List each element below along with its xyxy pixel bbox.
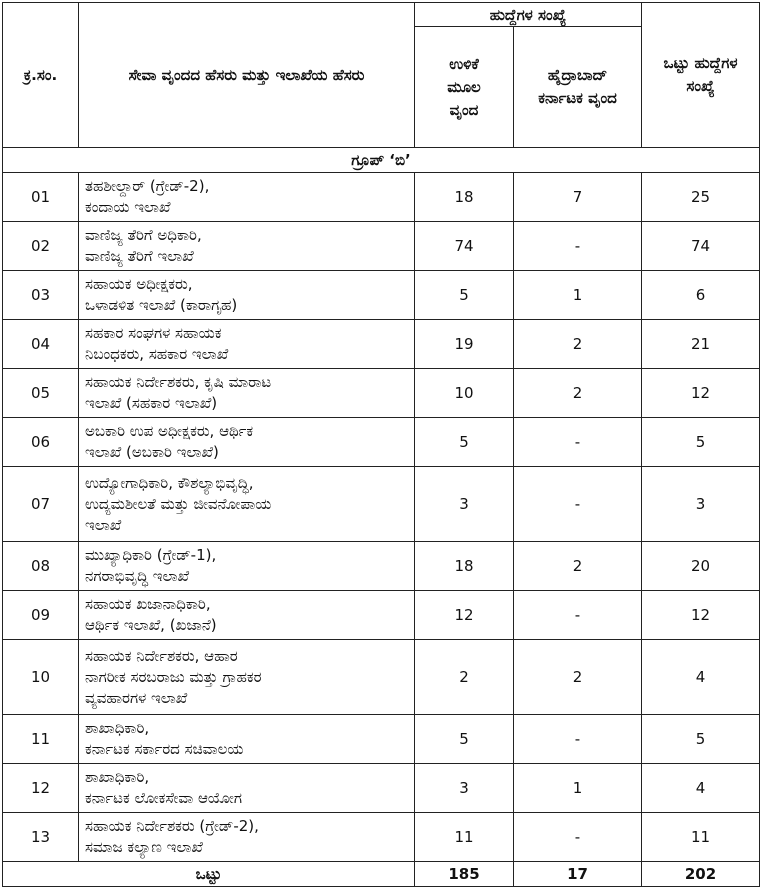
total-count: 11 <box>642 813 760 862</box>
service-name-cell <box>79 591 415 640</box>
hk-count: 2 <box>514 640 642 715</box>
residual-count: 11 <box>415 813 514 862</box>
residual-count: 5 <box>415 715 514 764</box>
hk-count: - <box>514 715 642 764</box>
serial-number: 12 <box>3 764 79 813</box>
hk-count: 2 <box>514 369 642 418</box>
service-name-line1: ಮುಖ್ಯಾಧಿಕಾರಿ (ಗ್ರೇಡ್-1), <box>85 546 217 564</box>
service-name-line1: ಶಾಖಾಧಿಕಾರಿ, <box>85 719 150 737</box>
service-name-line1: ಸಹಾಯಕ ನಿರ್ದೇಶಕರು, ಆಹಾರ <box>85 646 238 665</box>
service-name-line1: ಸಹಾಯಕ ನಿರ್ದೇಶಕರು, ಕೃಷಿ ಮಾರಾಟ <box>85 373 272 391</box>
table-row <box>3 418 760 467</box>
service-name-line3: ವ್ಯವಹಾರಗಳ ಇಲಾಖೆ <box>85 688 188 707</box>
residual-count: 12 <box>415 591 514 640</box>
service-name-cell <box>79 320 415 369</box>
service-name-line2: ಕಂದಾಯ ಇಲಾಖೆ <box>85 198 171 216</box>
service-name-cell <box>79 813 415 862</box>
total-count: 12 <box>642 591 760 640</box>
service-name-cell <box>79 369 415 418</box>
group-row <box>3 148 760 173</box>
table-row <box>3 173 760 222</box>
table-row <box>3 542 760 591</box>
service-name-line2: ನಗರಾಭಿವೃದ್ಧಿ ಇಲಾಖೆ <box>85 567 190 585</box>
service-name-line1: ಶಾಖಾಧಿಕಾರಿ, <box>85 768 150 786</box>
table-row <box>3 271 760 320</box>
table-row <box>3 764 760 813</box>
service-name-line2: ನಾಗರೀಕ ಸರಬರಾಜು ಮತ್ತು ಗ್ರಾಹಕರ <box>85 667 262 686</box>
residual-count: 5 <box>415 271 514 320</box>
serial-number: 07 <box>3 467 79 542</box>
table-row <box>3 222 760 271</box>
posts-count-header: ಹುದ್ದೆಗಳ ಸಂಖ್ಯೆ <box>415 3 642 27</box>
service-name-cell <box>79 542 415 591</box>
service-name-line1: ಸಹಾಯಕ ನಿರ್ದೇಶಕರು (ಗ್ರೇಡ್-2), <box>85 817 259 835</box>
hk-count: - <box>514 418 642 467</box>
total-posts-header: ಒಟ್ಟು ಹುದ್ದೆಗಳ ಸಂಖ್ಯೆ <box>642 3 760 148</box>
service-name-line2: ಇಲಾಖೆ (ಅಬಕಾರಿ ಇಲಾಖೆ) <box>85 443 219 461</box>
service-name-line2: ಆರ್ಥಿಕ ಇಲಾಖೆ, (ಖಜಾನೆ) <box>85 616 217 634</box>
service-name-cell <box>79 173 415 222</box>
hk-count: 1 <box>514 271 642 320</box>
table-row <box>3 467 760 542</box>
service-name-cell <box>79 640 415 715</box>
residual-count: 19 <box>415 320 514 369</box>
residual-count: 10 <box>415 369 514 418</box>
serial-number-header: ಕ್ರ.ಸಂ. <box>3 3 79 148</box>
service-name-line2: ಒಳಾಡಳಿತ ಇಲಾಖೆ (ಕಾರಾಗೃಹ) <box>85 296 238 314</box>
residual-count: 18 <box>415 173 514 222</box>
serial-number: 04 <box>3 320 79 369</box>
serial-number: 03 <box>3 271 79 320</box>
service-name-cell <box>79 467 415 542</box>
table-row <box>3 640 760 715</box>
service-name-line1: ವಾಣಿಜ್ಯ ತೆರಿಗೆ ಅಧಿಕಾರಿ, <box>85 226 202 244</box>
hk-count: - <box>514 813 642 862</box>
total-count: 4 <box>642 640 760 715</box>
serial-number: 05 <box>3 369 79 418</box>
residual-count: 3 <box>415 467 514 542</box>
total-count: 74 <box>642 222 760 271</box>
service-name-cell <box>79 715 415 764</box>
service-name-line2: ಕರ್ನಾಟಕ ಸರ್ಕಾರದ ಸಚಿವಾಲಯ <box>85 740 244 758</box>
serial-number: 02 <box>3 222 79 271</box>
service-name-cell <box>79 271 415 320</box>
totals-hk: 17 <box>514 862 642 887</box>
table-row <box>3 813 760 862</box>
service-name-cell <box>79 418 415 467</box>
service-name-line1: ಉದ್ಯೋಗಾಧಿಕಾರಿ, ಕೌಶಲ್ಯಾಭಿವೃದ್ಧಿ, <box>85 473 254 492</box>
total-count: 20 <box>642 542 760 591</box>
residual-cadre-header: ಉಳಿಕೆ ಮೂಲ ವೃಂದ <box>415 27 514 148</box>
residual-count: 18 <box>415 542 514 591</box>
total-count: 25 <box>642 173 760 222</box>
totals-residual: 185 <box>415 862 514 887</box>
total-count: 5 <box>642 715 760 764</box>
residual-count: 3 <box>415 764 514 813</box>
service-name-line2: ಕರ್ನಾಟಕ ಲೋಕಸೇವಾ ಆಯೋಗ <box>85 789 242 807</box>
residual-count: 74 <box>415 222 514 271</box>
total-count: 21 <box>642 320 760 369</box>
service-name-cell <box>79 222 415 271</box>
table-row <box>3 320 760 369</box>
totals-total: 202 <box>642 862 760 887</box>
hk-count: - <box>514 467 642 542</box>
hk-count: 2 <box>514 320 642 369</box>
hk-count: - <box>514 222 642 271</box>
service-name-line2: ಸಮಾಜ ಕಲ್ಯಾಣ ಇಲಾಖೆ <box>85 838 203 856</box>
service-name-header: ಸೇವಾ ವೃಂದದ ಹೆಸರು ಮತ್ತು ಇಲಾಖೆಯ ಹೆಸರು <box>79 3 415 148</box>
serial-number: 11 <box>3 715 79 764</box>
table-row <box>3 715 760 764</box>
serial-number: 08 <box>3 542 79 591</box>
residual-count: 2 <box>415 640 514 715</box>
totals-label: ಒಟ್ಟು <box>3 862 415 887</box>
serial-number: 06 <box>3 418 79 467</box>
serial-number: 09 <box>3 591 79 640</box>
table-row <box>3 591 760 640</box>
serial-number: 13 <box>3 813 79 862</box>
hk-cadre-header: ಹೈದ್ರಾಬಾದ್ ಕರ್ನಾಟಕ ವೃಂದ <box>514 27 642 148</box>
total-count: 12 <box>642 369 760 418</box>
hk-count: - <box>514 591 642 640</box>
service-name-line3: ಇಲಾಖೆ <box>85 515 122 534</box>
service-name-line1: ಸಹಾಯಕ ಖಜಾನಾಧಿಕಾರಿ, <box>85 595 211 613</box>
serial-number: 10 <box>3 640 79 715</box>
group-label: ಗ್ರೂಪ್ ‘ಬಿ’ <box>3 148 760 173</box>
service-name-line1: ತಹಶೀಲ್ದಾರ್ (ಗ್ರೇಡ್-2), <box>85 177 210 195</box>
service-name-line2: ಇಲಾಖೆ (ಸಹಕಾರ ಇಲಾಖೆ) <box>85 394 218 412</box>
hk-count: 7 <box>514 173 642 222</box>
service-name-line2: ವಾಣಿಜ್ಯ ತೆರಿಗೆ ಇಲಾಖೆ <box>85 247 194 265</box>
total-count: 4 <box>642 764 760 813</box>
service-name-line1: ಸಹಾಯಕ ಅಧೀಕ್ಷಕರು, <box>85 275 193 293</box>
hk-count: 2 <box>514 542 642 591</box>
total-count: 6 <box>642 271 760 320</box>
total-count: 5 <box>642 418 760 467</box>
table-row <box>3 369 760 418</box>
totals-row <box>3 862 760 887</box>
hk-count: 1 <box>514 764 642 813</box>
serial-number: 01 <box>3 173 79 222</box>
service-name-line2: ಉದ್ಯಮಶೀಲತೆ ಮತ್ತು ಜೀವನೋಪಾಯ <box>85 494 272 513</box>
service-name-line1: ಸಹಕಾರ ಸಂಘಗಳ ಸಹಾಯಕ <box>85 324 222 342</box>
posts-table <box>2 2 760 887</box>
total-count: 3 <box>642 467 760 542</box>
service-name-line1: ಅಬಕಾರಿ ಉಪ ಅಧೀಕ್ಷಕರು, ಆರ್ಥಿಕ <box>85 422 254 440</box>
service-name-cell <box>79 764 415 813</box>
residual-count: 5 <box>415 418 514 467</box>
service-name-line2: ನಿಬಂಧಕರು, ಸಹಕಾರ ಇಲಾಖೆ <box>85 345 229 363</box>
